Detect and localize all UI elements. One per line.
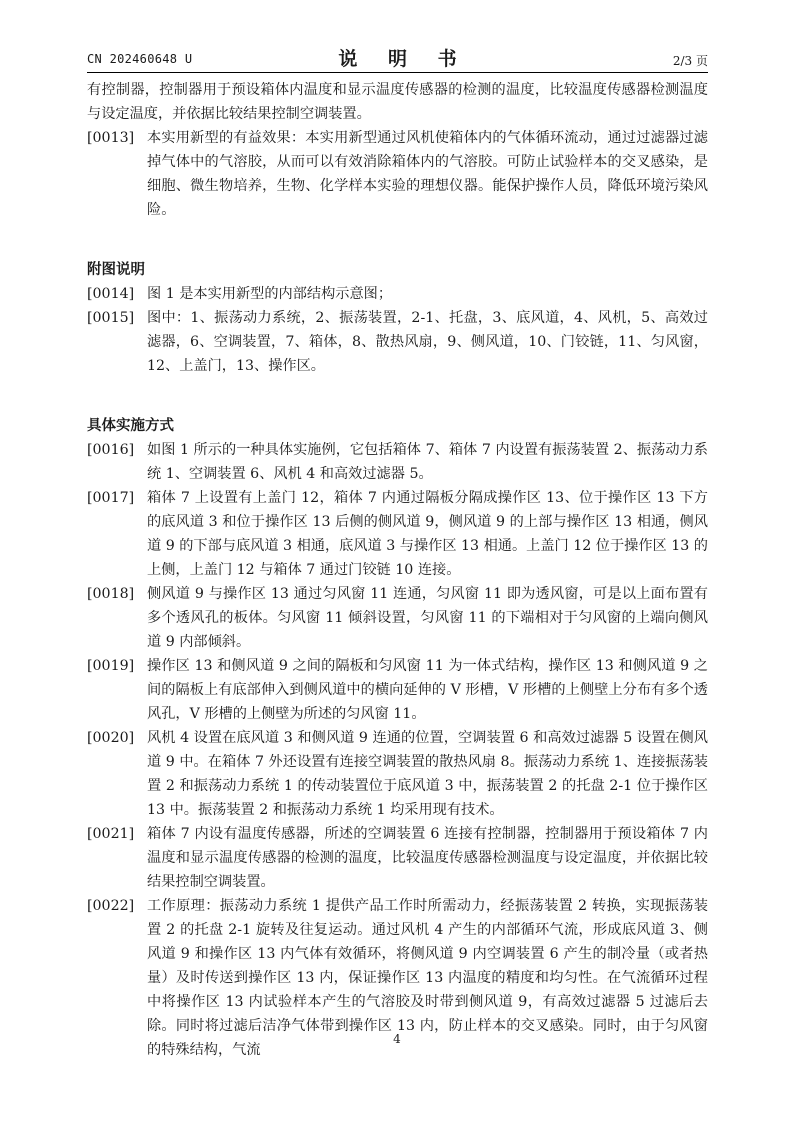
paragraph-number: [0019] (87, 658, 135, 674)
paragraph-number: [0014] (87, 286, 135, 302)
section-heading-figures: 附图说明 (87, 262, 145, 278)
page-header (87, 42, 708, 72)
header-rule (87, 72, 708, 73)
paragraph-0015 (87, 306, 708, 378)
paragraph-text: 工作原理：振荡动力系统 1 提供产品工作时所需动力，经振荡装置 2 转换，实现振荡装置 2 的托盘 2-1 旋转及往复运动。通过风机 4 产生的内部循环气流，形成底风道 3、侧风道 9 和操作区 13 内气体有效循环，将侧风道 9 内空调装置 6 产生的制冷量（或者热量）及时传送到操作区 13 内，保证操作区 13 内温度的精度和均匀性。在气流循环过程中将操作区 13 内试验样本产生的气溶胶及时带到侧风道 9，有高效过滤器 5 过滤后去除。同时将过滤后洁净气体带到操作区 13 内，防止样本的交叉感染。同时，由于匀风窗的特殊结构，气流 (147, 898, 708, 1058)
paragraph-0016 (87, 438, 708, 486)
paragraph-0019 (87, 654, 708, 726)
page-content (87, 78, 708, 1062)
paragraph-text: 如图 1 所示的一种具体实施例，它包括箱体 7、箱体 7 内设置有振荡装置 2、振荡动力系统 1、空调装置 6、风机 4 和高效过滤器 5。 (147, 442, 708, 482)
paragraph-number: [0016] (87, 442, 135, 458)
paragraph-0014 (87, 282, 708, 306)
paragraph-number: [0020] (87, 730, 135, 746)
paragraph-text: 本实用新型的有益效果：本实用新型通过风机使箱体内的气体循环流动，通过过滤器过滤掉气体中的气溶胶，从而可以有效消除箱体内的气溶胶。可防止试验样本的交叉感染，是细胞、微生物培养，生物、化学样本实验的理想仪器。能保护操作人员，降低环境污染风险。 (147, 130, 708, 218)
paragraph-0013 (87, 126, 708, 222)
paragraph-text: 操作区 13 和侧风道 9 之间的隔板和匀风窗 11 为一体式结构，操作区 13 和侧风道 9 之间的隔板上有底部伸入到侧风道中的横向延伸的 V 形槽，V 形槽的上侧壁上分布有多个透风孔，V 形槽的上侧壁为所述的匀风窗 11。 (147, 658, 708, 722)
page-number: 4 (393, 1032, 401, 1046)
paragraph-text: 风机 4 设置在底风道 3 和侧风道 9 连通的位置，空调装置 6 和高效过滤器 5 设置在侧风道 9 中。在箱体 7 外还设置有连接空调装置的散热风扇 8。振荡动力系统 1、连接振荡装置 2 和振荡动力系统 1 的传动装置位于底风道 3 中，振荡装置 2 的托盘 2-1 位于操作区 13 中。振荡装置 2 和振荡动力系统 1 均采用现有技术。 (147, 730, 708, 818)
document-title: 说 明 书 (338, 48, 469, 70)
paragraph-number: [0021] (87, 826, 135, 842)
paragraph-number: [0015] (87, 310, 135, 326)
paragraph-0018 (87, 582, 708, 654)
paragraph-text: 侧风道 9 与操作区 13 通过匀风窗 11 连通，匀风窗 11 即为透风窗，可是以上面布置有多个透风孔的板体。匀风窗 11 倾斜设置，匀风窗 11 的下端相对于匀风窗的上端向侧风道 9 内部倾斜。 (147, 586, 708, 650)
paragraph-number: [0018] (87, 586, 135, 602)
paragraph-text: 箱体 7 内设有温度传感器，所述的空调装置 6 连接有控制器，控制器用于预设箱体 7 内温度和显示温度传感器的检测的温度，比较温度传感器检测温度与设定温度，并依据比较结果控制空调装置。 (147, 826, 708, 890)
paragraph-text: 图中：1、振荡动力系统，2、振荡装置，2-1、托盘，3、底风道，4、风机，5、高效过滤器，6、空调装置，7、箱体，8、散热风扇，9、侧风道，10、门铰链，11、匀风窗，12、上盖门，13、操作区。 (147, 310, 708, 374)
section-heading-embodiment: 具体实施方式 (87, 418, 174, 434)
paragraph-0020 (87, 726, 708, 822)
paragraph-0017 (87, 486, 708, 582)
page-indicator: 2/3 页 (672, 54, 708, 68)
paragraph-text: 箱体 7 上设置有上盖门 12，箱体 7 内通过隔板分隔成操作区 13、位于操作区 13 下方的底风道 3 和位于操作区 13 后侧的侧风道 9，侧风道 9 的上部与操作区 13 相通，侧风道 9 的下部与底风道 3 相通，底风道 3 与操作区 13 相通。上盖门 12 位于操作区 13 的上侧，上盖门 12 与箱体 7 通过门铰链 10 连接。 (147, 490, 708, 578)
paragraph-number: [0013] (87, 130, 135, 146)
paragraph-0021 (87, 822, 708, 894)
patent-number: CN 202460648 U (87, 52, 193, 66)
paragraph-text: 图 1 是本实用新型的内部结构示意图； (147, 286, 393, 302)
paragraph-number: [0017] (87, 490, 135, 506)
continued-text: 有控制器，控制器用于预设箱体内温度和显示温度传感器的检测的温度，比较温度传感器检测温度与设定温度，并依据比较结果控制空调装置。 (87, 82, 708, 122)
paragraph-number: [0022] (87, 898, 135, 914)
